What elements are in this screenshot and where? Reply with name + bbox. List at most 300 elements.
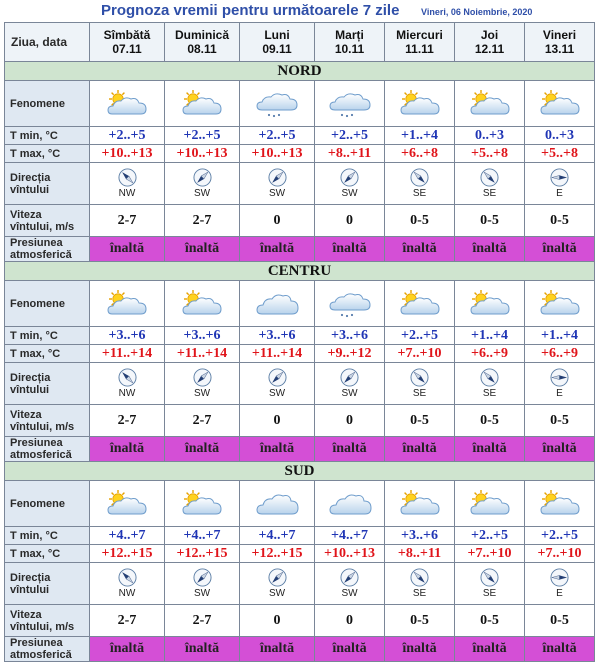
pressure-value: înaltă [240, 637, 315, 662]
wind-direction-text: SW [341, 588, 358, 599]
partly-cloudy-icon [179, 488, 225, 520]
wind-direction-cell [90, 563, 165, 605]
wind-direction-icon [193, 368, 212, 387]
wind-direction [118, 568, 137, 599]
wind-direction-icon [193, 568, 212, 587]
wind-speed-value: 0-5 [525, 405, 595, 437]
tmax-value: +12..+15 [240, 545, 315, 563]
wind-direction-label [5, 363, 90, 405]
wind-speed-label [5, 605, 90, 637]
wind-speed-row [5, 205, 595, 237]
wind-direction-cell [165, 163, 240, 205]
region-header-row [5, 462, 595, 481]
wind-direction [480, 368, 499, 399]
wind-direction-icon [550, 368, 569, 387]
pressure-label-line: Presiunea [10, 437, 63, 449]
wind-direction-text: SE [482, 588, 497, 599]
tmin-value: +4..+7 [90, 527, 165, 545]
pressure-row [5, 637, 595, 662]
phenomena-row [5, 81, 595, 127]
tmax-value: +7..+10 [385, 345, 455, 363]
wind-direction-text: SE [412, 188, 427, 199]
wind-direction-icon [410, 168, 429, 187]
wind-direction-row [5, 563, 595, 605]
tmax-value: +10..+13 [165, 145, 240, 163]
wind-direction-icon [118, 168, 137, 187]
weather-cell [385, 481, 455, 527]
wind-speed-row [5, 605, 595, 637]
wind-direction-text: NW [118, 588, 136, 599]
phenomena-label-line: Fenomene [10, 97, 66, 110]
tmax-value: +10..+13 [90, 145, 165, 163]
tmin-value: 0..+3 [455, 127, 525, 145]
wind-direction [410, 368, 429, 399]
tmin-value: +1..+4 [385, 127, 455, 145]
tmin-value: +2..+5 [455, 527, 525, 545]
wind-direction-text: E [556, 588, 563, 599]
day-date: 10.11 [334, 42, 365, 56]
wind-direction-row [5, 363, 595, 405]
wind-direction-cell [90, 363, 165, 405]
wind-direction-cell [385, 363, 455, 405]
wind-direction-label-line: Direcția [10, 371, 51, 384]
tmin-value: +2..+5 [240, 127, 315, 145]
partly-cloudy-icon [397, 88, 443, 120]
tmin-value: +3..+6 [315, 327, 385, 345]
weather-cell [455, 281, 525, 327]
tmax-label-line: T max, °C [10, 147, 61, 160]
pressure-value: înaltă [90, 237, 165, 262]
tmax-value: +6..+9 [455, 345, 525, 363]
wind-direction-icon [340, 168, 359, 187]
wind-speed-label-line: vîntului, m/s [10, 220, 75, 233]
wind-direction-icon [550, 568, 569, 587]
weather-cell [385, 281, 455, 327]
wind-direction-icon [118, 368, 137, 387]
wind-speed-value: 0 [240, 605, 315, 637]
pressure-value: înaltă [240, 437, 315, 462]
wind-direction-icon [480, 568, 499, 587]
tmin-value: +3..+6 [240, 327, 315, 345]
cloudy-snow-icon [327, 88, 373, 120]
tmin-label [5, 127, 90, 145]
pressure-label-line: atmosferică [10, 649, 72, 661]
pressure-value: înaltă [90, 437, 165, 462]
pressure-value: înaltă [315, 437, 385, 462]
tmax-row [5, 345, 595, 363]
pressure-label [5, 637, 90, 662]
wind-speed-value: 2-7 [165, 205, 240, 237]
wind-speed-value: 2-7 [165, 605, 240, 637]
wind-direction-text: SW [193, 588, 211, 599]
partly-cloudy-icon [467, 88, 513, 120]
wind-direction-label-line: Direcția [10, 171, 51, 184]
wind-direction [480, 568, 499, 599]
day-header [455, 23, 525, 62]
pressure-value: înaltă [165, 637, 240, 662]
weather-cell [315, 481, 385, 527]
phenomena-label [5, 481, 90, 527]
tmax-value: +10..+13 [240, 145, 315, 163]
tmin-label [5, 327, 90, 345]
pressure-value: înaltă [525, 437, 595, 462]
wind-direction [550, 168, 569, 199]
weather-cell [165, 281, 240, 327]
weather-cell [315, 281, 385, 327]
wind-direction-icon [268, 368, 287, 387]
day-name: Duminică [174, 28, 229, 42]
wind-direction-text: SE [482, 188, 497, 199]
wind-direction [193, 368, 212, 399]
tmax-row [5, 545, 595, 563]
day-name: Luni [264, 28, 290, 42]
wind-speed-value: 0-5 [525, 605, 595, 637]
weather-cell [240, 281, 315, 327]
tmax-value: +5..+8 [455, 145, 525, 163]
pressure-label-line: atmosferică [10, 249, 72, 261]
tmax-value: +6..+8 [385, 145, 455, 163]
wind-direction-cell [90, 163, 165, 205]
wind-direction [193, 568, 212, 599]
tmax-value: +8..+11 [315, 145, 385, 163]
header-row [5, 23, 595, 62]
cloudy-icon [254, 288, 300, 320]
tmax-value: +11..+14 [90, 345, 165, 363]
pressure-value: înaltă [525, 237, 595, 262]
wind-direction [340, 168, 359, 199]
partly-cloudy-icon [537, 488, 583, 520]
wind-direction-text: E [556, 388, 563, 399]
wind-direction-label-line: vîntului [10, 583, 50, 596]
pressure-value: înaltă [240, 237, 315, 262]
region-name: SUD [5, 462, 595, 481]
tmax-value: +11..+14 [240, 345, 315, 363]
partly-cloudy-icon [537, 88, 583, 120]
phenomena-row [5, 281, 595, 327]
tmin-value: +1..+4 [455, 327, 525, 345]
cloudy-snow-icon [254, 88, 300, 120]
wind-direction [340, 568, 359, 599]
day-header [90, 23, 165, 62]
pressure-value: înaltă [315, 637, 385, 662]
wind-direction [268, 368, 287, 399]
forecast-table [4, 22, 595, 662]
phenomena-label-line: Fenomene [10, 497, 66, 510]
tmax-value: +11..+14 [165, 345, 240, 363]
wind-direction [268, 168, 287, 199]
wind-direction-cell [385, 163, 455, 205]
wind-direction-cell [165, 363, 240, 405]
partly-cloudy-icon [104, 88, 150, 120]
wind-speed-label-line: Viteza [10, 208, 42, 221]
wind-speed-value: 0 [315, 605, 385, 637]
wind-direction-text: NW [118, 188, 136, 199]
tmax-value: +10..+13 [315, 545, 385, 563]
partly-cloudy-icon [179, 288, 225, 320]
wind-direction [193, 168, 212, 199]
pressure-value: înaltă [385, 637, 455, 662]
region-header-row [5, 62, 595, 81]
region-header-row [5, 262, 595, 281]
wind-direction-cell [315, 563, 385, 605]
weather-cell [240, 81, 315, 127]
wind-direction-cell [385, 563, 455, 605]
day-date: 09.11 [262, 42, 292, 56]
pressure-label [5, 237, 90, 262]
phenomena-label-line: Fenomene [10, 297, 66, 310]
tmin-value: +4..+7 [240, 527, 315, 545]
wind-direction-cell [315, 363, 385, 405]
tmax-label-line: T max, °C [10, 547, 61, 560]
pressure-value: înaltă [385, 237, 455, 262]
weather-cell [455, 481, 525, 527]
day-header [385, 23, 455, 62]
pressure-value: înaltă [525, 637, 595, 662]
pressure-value: înaltă [455, 437, 525, 462]
tmin-row [5, 127, 595, 145]
pressure-value: înaltă [455, 637, 525, 662]
partly-cloudy-icon [104, 288, 150, 320]
wind-direction-cell [525, 563, 595, 605]
tmin-value: +3..+6 [165, 327, 240, 345]
day-name: Joi [480, 28, 499, 42]
wind-direction-icon [268, 568, 287, 587]
day-name: Miercuri [396, 28, 443, 42]
weather-cell [525, 281, 595, 327]
weather-cell [455, 81, 525, 127]
pressure-value: înaltă [455, 237, 525, 262]
weather-cell [525, 81, 595, 127]
tmin-value: +3..+6 [385, 527, 455, 545]
tmax-row [5, 145, 595, 163]
pressure-label-line: Presiunea [10, 637, 63, 649]
wind-direction-cell [455, 363, 525, 405]
tmin-value: +4..+7 [165, 527, 240, 545]
partly-cloudy-icon [467, 288, 513, 320]
wind-speed-value: 0 [240, 405, 315, 437]
day-header [315, 23, 385, 62]
wind-direction-text: NW [118, 388, 136, 399]
region-name: CENTRU [5, 262, 595, 281]
pressure-value: înaltă [165, 237, 240, 262]
wind-direction-text: SW [341, 188, 358, 199]
partly-cloudy-icon [397, 488, 443, 520]
cloudy-snow-icon [327, 288, 373, 320]
wind-speed-value: 0-5 [455, 205, 525, 237]
wind-speed-value: 0-5 [385, 205, 455, 237]
day-date: 07.11 [112, 42, 142, 56]
wind-direction-cell [525, 363, 595, 405]
tmin-value: +3..+6 [90, 327, 165, 345]
wind-direction [480, 168, 499, 199]
tmin-row [5, 327, 595, 345]
phenomena-row [5, 481, 595, 527]
wind-speed-value: 0 [240, 205, 315, 237]
wind-direction [550, 368, 569, 399]
weather-cell [165, 81, 240, 127]
wind-direction-icon [550, 168, 569, 187]
tmin-value: +2..+5 [525, 527, 595, 545]
wind-speed-value: 0-5 [385, 605, 455, 637]
pressure-row [5, 437, 595, 462]
wind-direction-text: SE [412, 588, 427, 599]
pressure-value: înaltă [165, 437, 240, 462]
wind-direction [550, 568, 569, 599]
wind-speed-value: 0-5 [455, 605, 525, 637]
day-header [165, 23, 240, 62]
wind-direction-cell [455, 563, 525, 605]
partly-cloudy-icon [104, 488, 150, 520]
wind-direction-icon [480, 368, 499, 387]
cloudy-icon [254, 488, 300, 520]
pressure-row [5, 237, 595, 262]
pressure-label [5, 437, 90, 462]
wind-speed-value: 2-7 [90, 605, 165, 637]
wind-speed-label-line: vîntului, m/s [10, 420, 75, 433]
wind-direction-text: E [556, 188, 563, 199]
phenomena-label [5, 81, 90, 127]
wind-direction-icon [480, 168, 499, 187]
wind-speed-value: 0-5 [455, 405, 525, 437]
weather-cell [315, 81, 385, 127]
wind-direction-label-line: Direcția [10, 571, 51, 584]
tmin-label-line: T min, °C [10, 529, 58, 542]
pressure-value: înaltă [315, 237, 385, 262]
wind-speed-label-line: vîntului, m/s [10, 620, 75, 633]
tmin-value: +1..+4 [525, 327, 595, 345]
phenomena-label [5, 281, 90, 327]
tmin-label-line: T min, °C [10, 129, 58, 142]
wind-direction-icon [410, 368, 429, 387]
tmax-label [5, 345, 90, 363]
partly-cloudy-icon [397, 288, 443, 320]
wind-direction-icon [340, 368, 359, 387]
wind-speed-value: 0 [315, 405, 385, 437]
tmax-value: +9..+12 [315, 345, 385, 363]
wind-direction [340, 368, 359, 399]
wind-direction-text: SE [412, 388, 427, 399]
wind-speed-value: 0 [315, 205, 385, 237]
wind-direction-cell [315, 163, 385, 205]
wind-direction-text: SW [268, 388, 286, 399]
weather-cell [90, 81, 165, 127]
wind-direction-cell [240, 163, 315, 205]
day-date: 13.11 [544, 42, 575, 56]
wind-direction-label-line: vîntului [10, 383, 50, 396]
region-name: NORD [5, 62, 595, 81]
wind-direction-cell [455, 163, 525, 205]
wind-direction-cell [240, 363, 315, 405]
tmax-value: +12..+15 [165, 545, 240, 563]
weather-cell [240, 481, 315, 527]
weather-cell [90, 281, 165, 327]
wind-direction-icon [340, 568, 359, 587]
partly-cloudy-icon [179, 88, 225, 120]
pressure-value: înaltă [385, 437, 455, 462]
wind-speed-row [5, 405, 595, 437]
tmin-value: +2..+5 [315, 127, 385, 145]
tmax-value: +7..+10 [455, 545, 525, 563]
wind-direction [118, 168, 137, 199]
wind-direction-icon [268, 168, 287, 187]
tmax-value: +6..+9 [525, 345, 595, 363]
wind-direction [410, 568, 429, 599]
tmax-label [5, 145, 90, 163]
wind-direction-label [5, 163, 90, 205]
tmax-value: +8..+11 [385, 545, 455, 563]
partly-cloudy-icon [467, 488, 513, 520]
wind-speed-value: 0-5 [385, 405, 455, 437]
day-date: 12.11 [474, 42, 505, 56]
tmin-value: +2..+5 [90, 127, 165, 145]
wind-direction-text: SE [482, 388, 497, 399]
day-date: 11.11 [405, 42, 434, 56]
pressure-label-line: Presiunea [10, 237, 63, 249]
wind-direction [410, 168, 429, 199]
day-name: Vineri [542, 28, 577, 42]
wind-speed-label-line: Viteza [10, 608, 42, 621]
wind-speed-value: 2-7 [90, 205, 165, 237]
tmax-label-line: T max, °C [10, 347, 61, 360]
tmin-label [5, 527, 90, 545]
pressure-label-line: atmosferică [10, 449, 72, 461]
wind-direction [118, 368, 137, 399]
weather-cell [525, 481, 595, 527]
wind-direction-row [5, 163, 595, 205]
tmin-row [5, 527, 595, 545]
tmax-label [5, 545, 90, 563]
wind-speed-value: 0-5 [525, 205, 595, 237]
wind-direction-label [5, 563, 90, 605]
weather-cell [90, 481, 165, 527]
tmin-value: +2..+5 [165, 127, 240, 145]
cloudy-icon [327, 488, 373, 520]
tmin-value: 0..+3 [525, 127, 595, 145]
wind-direction-cell [525, 163, 595, 205]
day-header [525, 23, 595, 62]
wind-direction [268, 568, 287, 599]
wind-speed-label [5, 205, 90, 237]
wind-direction-cell [165, 563, 240, 605]
issue-date: Vineri, 06 Noiembrie, 2020 [421, 7, 533, 17]
weather-cell [165, 481, 240, 527]
day-name: Sîmbătă [103, 28, 151, 42]
tmin-label-line: T min, °C [10, 329, 58, 342]
wind-direction-text: SW [193, 388, 211, 399]
wind-speed-value: 2-7 [165, 405, 240, 437]
weather-cell [385, 81, 455, 127]
wind-direction-cell [240, 563, 315, 605]
tmax-value: +5..+8 [525, 145, 595, 163]
wind-direction-text: SW [341, 388, 358, 399]
wind-direction-text: SW [268, 588, 286, 599]
wind-direction-text: SW [193, 188, 211, 199]
wind-speed-label [5, 405, 90, 437]
wind-direction-label-line: vîntului [10, 183, 50, 196]
tmin-value: +4..+7 [315, 527, 385, 545]
day-date-header: Ziua, data [5, 23, 90, 62]
tmin-value: +2..+5 [385, 327, 455, 345]
tmax-value: +12..+15 [90, 545, 165, 563]
day-name: Marți [335, 28, 364, 42]
wind-speed-value: 2-7 [90, 405, 165, 437]
page-title: Prognoza vremii pentru următoarele 7 zile [101, 2, 400, 19]
wind-direction-text: SW [268, 188, 286, 199]
day-header [240, 23, 315, 62]
wind-speed-label-line: Viteza [10, 408, 42, 421]
tmax-value: +7..+10 [525, 545, 595, 563]
wind-direction-icon [118, 568, 137, 587]
